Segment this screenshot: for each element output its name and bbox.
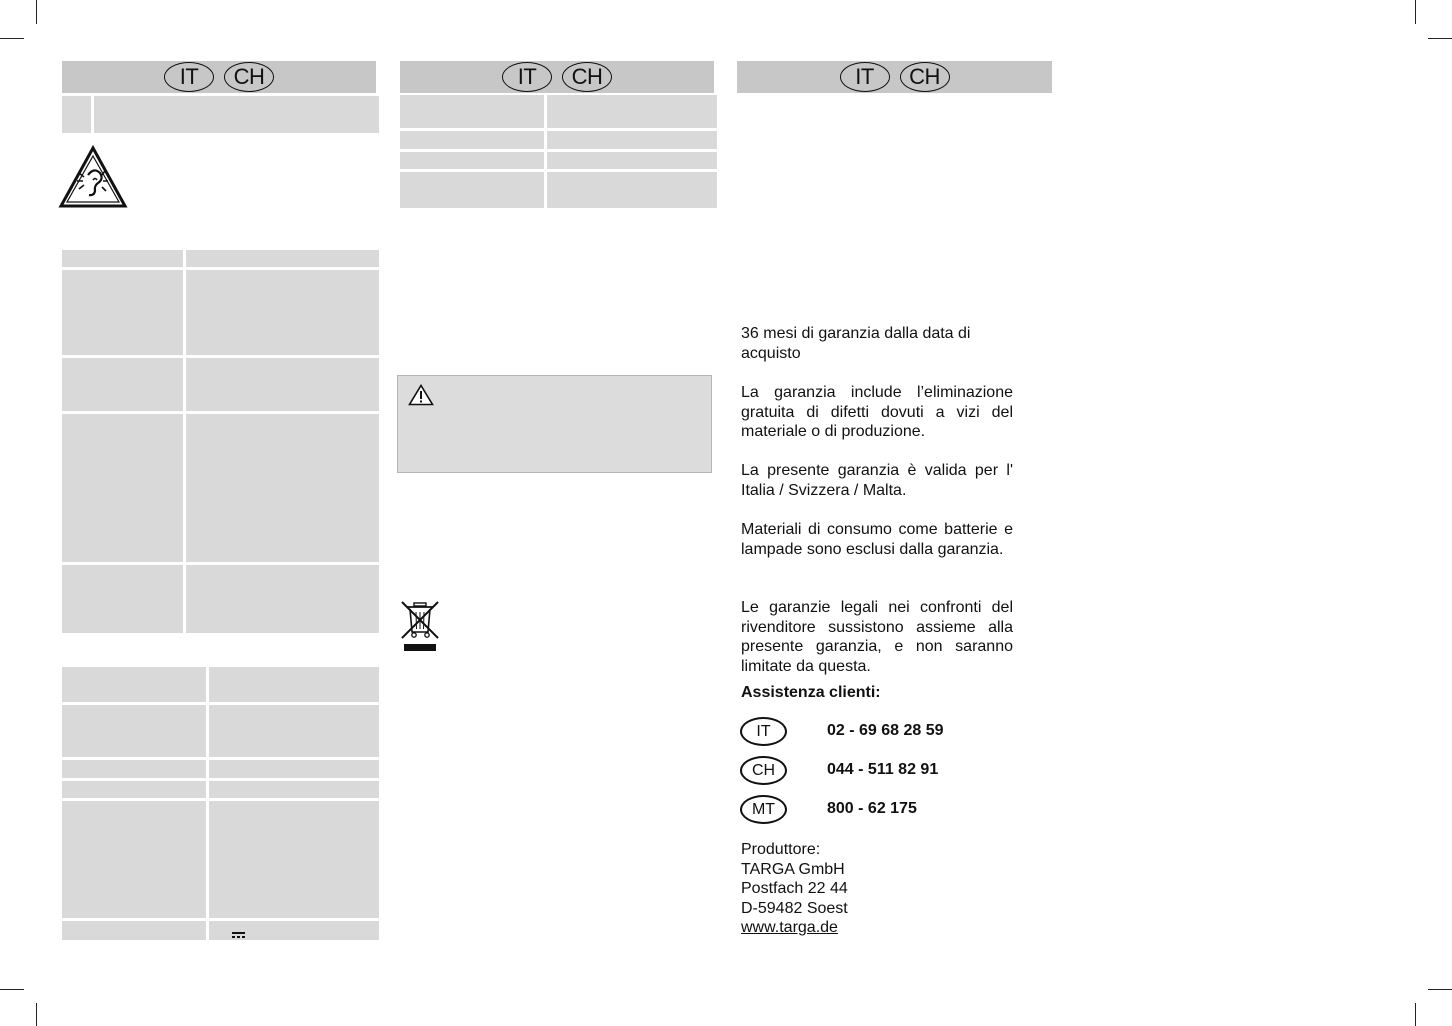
website-link[interactable]: www.targa.de <box>741 919 838 937</box>
warranty-paragraph: La garanzia include l’eliminazione gratuita di difetti dovuti a vizi del materiale o di produzione. <box>741 384 1013 441</box>
table-cell <box>186 414 379 562</box>
table-cell <box>209 705 379 757</box>
table-cell <box>186 250 379 267</box>
crop-mark <box>1428 38 1452 39</box>
crop-mark <box>1428 989 1452 990</box>
manufacturer-label: Produttore: <box>741 841 821 858</box>
table-cell <box>62 358 183 411</box>
caution-triangle-icon <box>408 384 434 406</box>
warranty-period <box>741 324 1013 363</box>
table-cell <box>400 152 544 169</box>
country-badge-mt: MT <box>740 795 787 824</box>
phone-number: 044 - 511 82 91 <box>827 761 939 778</box>
warranty-paragraph: 36 mesi di garanzia dalla data di acquisto <box>741 325 971 362</box>
table-cell <box>400 172 544 208</box>
table-cell <box>209 667 379 702</box>
table-cell <box>62 781 206 798</box>
warranty-coverage <box>741 383 1013 442</box>
flag-badge-it: IT <box>502 62 552 92</box>
hearing-warning-icon <box>58 145 128 209</box>
table-cell <box>186 270 379 355</box>
table-cell <box>400 131 544 149</box>
table-cell <box>62 760 206 778</box>
crop-mark <box>1415 0 1416 24</box>
crop-mark <box>0 38 24 39</box>
language-header-col2 <box>400 61 714 93</box>
country-badge-it: IT <box>740 717 787 746</box>
table-cell <box>547 172 717 208</box>
support-heading: Assistenza clienti: <box>741 684 881 701</box>
flag-badge-it: IT <box>164 62 214 92</box>
crop-mark <box>1415 1003 1416 1026</box>
phone-number: 800 - 62 175 <box>827 800 917 817</box>
dc-symbol-icon <box>232 927 246 935</box>
warranty-paragraph: Materiali di consumo come batterie e lampade sono esclusi dalla garanzia. <box>741 521 1013 558</box>
table-cell <box>62 414 183 562</box>
manufacturer-city: D-59482 Soest <box>741 899 848 917</box>
crop-mark <box>0 989 24 990</box>
language-header-col3 <box>737 61 1052 93</box>
table-cell <box>62 667 206 702</box>
manufacturer-block <box>741 840 1013 938</box>
caution-box <box>397 375 712 473</box>
table-cell <box>62 96 91 133</box>
table-cell <box>400 95 544 128</box>
warranty-validity <box>741 461 1013 500</box>
manufacturer-address: Postfach 22 44 <box>741 880 848 898</box>
warranty-paragraph: Le garanzie legali nei confronti del rivenditore sussistono assieme alla presente garanzia, e non saranno limitate da questa. <box>741 599 1013 675</box>
table-cell <box>209 801 379 918</box>
flag-badge-ch: CH <box>562 62 612 92</box>
table-cell <box>62 565 183 633</box>
crop-mark <box>36 1003 37 1026</box>
manufacturer-name: TARGA GmbH <box>741 860 845 878</box>
table-cell <box>62 801 206 918</box>
table-cell <box>94 96 379 133</box>
table-cell <box>186 358 379 411</box>
table-cell <box>209 781 379 798</box>
table-cell <box>62 250 183 267</box>
flag-badge-ch: CH <box>224 62 274 92</box>
table-cell <box>547 131 717 149</box>
language-header-col1 <box>62 61 376 93</box>
warranty-legal <box>741 598 1013 676</box>
warranty-exclusions <box>741 520 1013 559</box>
table-cell <box>62 270 183 355</box>
warranty-paragraph: La presente garanzia è valida per l' Italia / Svizzera / Malta. <box>741 462 1013 499</box>
table-cell <box>547 95 717 128</box>
table-cell <box>547 152 717 169</box>
weee-bin-icon <box>400 600 440 654</box>
table-cell <box>62 705 206 757</box>
phone-number: 02 - 69 68 28 59 <box>827 722 944 739</box>
table-cell <box>62 921 206 940</box>
contact-row <box>740 795 917 824</box>
contact-row <box>740 717 944 746</box>
flag-badge-ch: CH <box>900 62 950 92</box>
table-cell <box>186 565 379 633</box>
crop-mark <box>36 0 37 24</box>
flag-badge-it: IT <box>840 62 890 92</box>
table-cell <box>209 760 379 778</box>
country-badge-ch: CH <box>740 756 787 785</box>
contact-row <box>740 756 939 785</box>
